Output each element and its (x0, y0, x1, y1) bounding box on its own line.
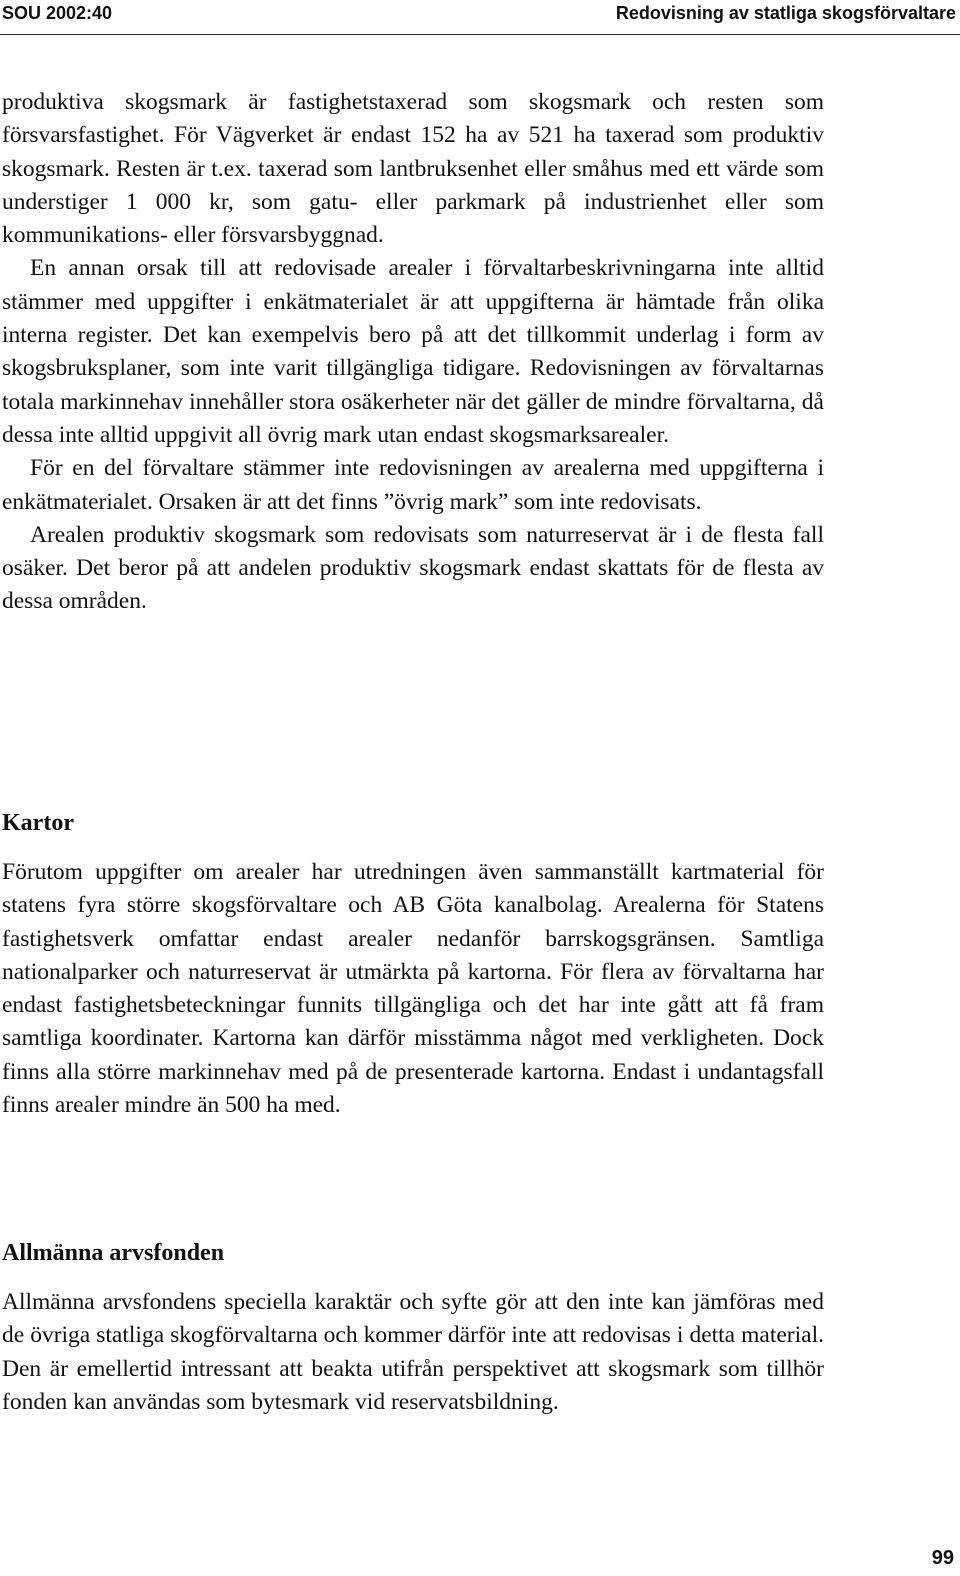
paragraph: En annan orsak till att redovisade arealer i förvaltarbeskrivningarna inte alltid stämmer med uppgifter i enkätmaterialet är att uppgifterna är hämtade från olika interna register. Det kan exempelvis bero på att det tillkommit underlag i form av skogsbruksplaner, som inte varit tillgängliga tidigare. Redovisningen av förvaltarnas totala markinnehav innehåller stora osäkerheter när det gäller de mindre förvaltarna, då dessa inte alltid uppgivit all övrig mark utan endast skogsmarksarealer. (2, 255, 824, 448)
kartor-section (2, 856, 824, 1122)
chapter-title: Redovisning av statliga skogsförvaltare (615, 3, 956, 23)
paragraph: Arealen produktiv skogsmark som redovisats som naturreservat är i de flesta fall osäker. Det beror på att andelen produktiv skogsmark endast skattats för de flesta av dessa områden. (2, 521, 824, 615)
running-header (0, 0, 960, 35)
section-heading-kartor: Kartor (2, 810, 74, 836)
arvsfonden-section (2, 1286, 824, 1419)
paragraph: Allmänna arvsfondens speciella karaktär och syfte gör att den inte kan jämföras med de övriga statliga skogförvaltarna och kommer därför inte att redovisas i detta material. Den är emellertid intressant att beakta utifrån perspektivet att skogsmark som tillhör fonden kan användas som bytesmark vid reservatsbildning. (2, 1289, 824, 1415)
document-id: SOU 2002:40 (2, 3, 113, 23)
section-heading-arvsfonden: Allmänna arvsfonden (2, 1240, 225, 1266)
paragraph: Förutom uppgifter om arealer har utredningen även sammanställt kartmaterial för statens fyra större skogsförvaltare och AB Göta kanalbolag. Arealerna för Statens fastighetsverk omfattar endast arealer nedanför barrskogsgränsen. Samtliga nationalparker och naturreservat är utmärkta på kartorna. För flera av förvaltarna har endast fastighetsbeteckningar funnits tillgängliga och det har inte gått att få fram samtliga koordinater. Kartorna kan därför misstämma något med verkligheten. Dock finns alla större markinnehav med på de presenterade kartorna. Endast i undantagsfall finns arealer mindre än 500 ha med. (2, 859, 824, 1119)
paragraph: För en del förvaltare stämmer inte redovisningen av arealerna med uppgifterna i enkätmaterialet. Orsaken är att det finns ”övrig mark” som inte redovisats. (2, 455, 824, 515)
paragraph: produktiva skogsmark är fastighetstaxerad som skogsmark och resten som försvarsfastighet. För Vägverket är endast 152 ha av 521 ha taxerad som produktiv skogsmark. Resten är t.ex. taxerad som lantbruksenhet eller småhus med ett värde som understiger 1 000 kr, som gatu- eller parkmark på industrienhet eller som kommunikations- eller försvarsbyggnad. (2, 89, 824, 249)
intro-section (2, 86, 824, 619)
page-number: 99 (931, 1547, 954, 1569)
